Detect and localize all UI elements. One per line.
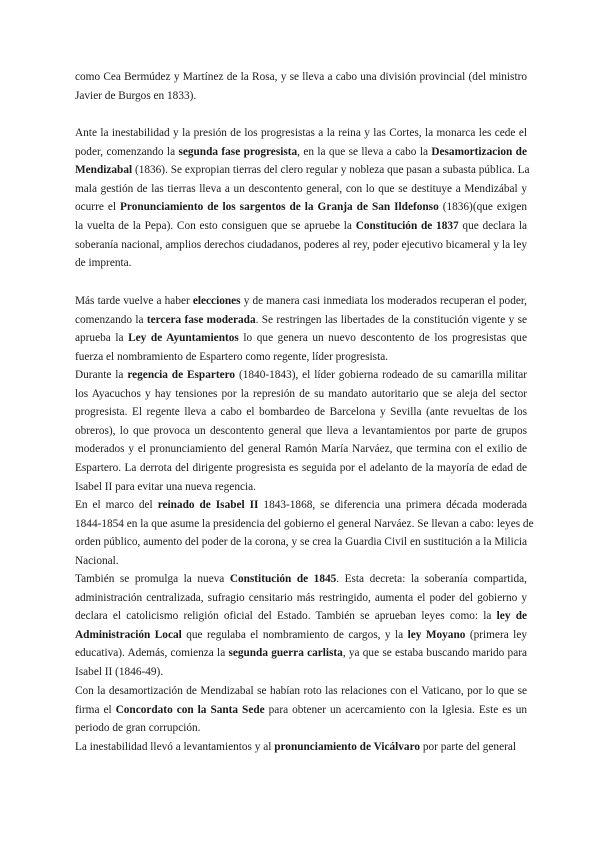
text-run: , ya que se estaba buscando marido para [342, 647, 527, 660]
text-line [75, 329, 527, 348]
text-run: (1840-1843), el líder gobierna rodeado de su camarilla militar [235, 369, 528, 381]
text-run: , en la que se lleva a cabo la [297, 145, 432, 158]
text-run: Durante la [75, 369, 128, 381]
text-line [75, 515, 534, 534]
text-line [75, 701, 527, 720]
text-line [75, 552, 527, 571]
text-run: ocurre el [75, 201, 120, 214]
text-run: . Se restringen las libertades de la constitución vigente y se [255, 313, 528, 326]
text-line [75, 570, 527, 589]
text-run: orden público, aumento del poder de la corona, y se crea la Guardia Civil en sustitución a la Milicia [75, 536, 527, 549]
text-line [75, 385, 527, 404]
bold-term: tercera fase moderada [146, 313, 256, 326]
text-run: Más tarde vuelve a haber [75, 295, 193, 307]
text-run: (1836). Se expropian tierras del clero regular y nobleza que pasan a subasta pública. La [132, 164, 530, 177]
text-line [75, 143, 527, 162]
text-run: Espartero. La derrota del dirigente progresista es seguida por el adelanto de la mayoría de edad de [75, 461, 527, 474]
text-line [75, 719, 527, 738]
text-line [75, 87, 527, 106]
bold-term: Pronunciamiento de los sargentos de la Granja de San Ildefonso [119, 201, 439, 214]
text-run: soberanía nacional, amplios derechos ciudadanos, poderes al rey, poder ejecutivo bicameral y la ley [75, 238, 527, 251]
text-line [75, 738, 527, 757]
text-line [75, 198, 527, 217]
paragraph-intro-continuation [75, 68, 527, 105]
bold-term: segunda guerra carlista [228, 647, 343, 660]
text-line [75, 217, 527, 236]
bold-term: Concordato con la Santa Sede [115, 703, 265, 716]
text-run: (1836)(que exigen [438, 201, 527, 214]
text-line [75, 589, 527, 608]
bold-term: ley Moyano [407, 628, 466, 641]
text-line [75, 440, 527, 459]
bold-term: elecciones [192, 295, 241, 307]
text-run: mala gestión de las tierras lleva a un descontento general, con lo que se destituye a Mendizábal y [75, 182, 527, 195]
text-run: 1844-1854 en la que asume la presidencia del gobierno el general Narváez. Se llevan a cabo: leyes de [75, 517, 534, 530]
text-run: Nacional. [75, 554, 119, 567]
bold-term: Constitución de 1845 [229, 573, 337, 585]
bold-term: Constitución de 1837 [355, 219, 459, 232]
text-line [75, 644, 527, 663]
text-run: por parte del general [420, 741, 517, 753]
text-line [75, 478, 527, 497]
text-run: declara el catolicismo religión oficial del Estado. También se aprueban leyes como: la [75, 610, 497, 623]
text-line [75, 682, 527, 701]
text-line [75, 496, 527, 515]
paragraph-reinado-isabel-ii [75, 496, 534, 570]
bold-term: pronunciamiento de Vicálvaro [274, 741, 421, 753]
text-line [75, 366, 527, 385]
text-line [75, 68, 527, 87]
text-run: periodo de gran corrupción. [75, 722, 201, 735]
text-run: Ante la inestabilidad y la presión de los progresistas a la reina y las Cortes, la monarca les cede el [75, 127, 527, 139]
bold-term: regencia de Espartero [127, 369, 236, 381]
text-run: (primera ley [465, 628, 527, 641]
text-line [75, 403, 527, 422]
paragraph-tercera-fase-moderada [75, 292, 527, 366]
text-line [75, 459, 527, 478]
text-line [75, 124, 527, 143]
text-run: poder, comenzando la [75, 145, 179, 158]
bold-term: segunda fase progresista [178, 145, 298, 158]
text-line [75, 236, 527, 255]
bold-term: ley de [496, 610, 527, 623]
text-run: y de manera casi inmediata los moderados recuperan el poder, [240, 295, 527, 307]
paragraph-segunda-fase-progresista [75, 124, 530, 273]
text-run: la vuelta de la Pepa). Con esto consiguen que se apruebe la [75, 219, 356, 232]
text-run: aprueba la [75, 332, 129, 345]
text-run: de imprenta. [75, 257, 132, 270]
text-run: administración centralizada, sufragio censitario más restringido, aumenta el poder del gobierno y [75, 591, 527, 604]
bold-term: Ley de Ayuntamientos [128, 332, 239, 345]
paragraph-concordato [75, 682, 527, 738]
bold-term: reinado de Isabel II [157, 499, 259, 511]
text-run: lo que genera un nuevo descontento de los progresistas que [238, 332, 527, 345]
text-line [75, 422, 527, 441]
text-run: progresista. El regente lleva a cabo el bombardeo de Barcelona y Sevilla (ante revueltas de los [75, 406, 527, 419]
text-run: comenzando la [75, 313, 147, 326]
text-run: los Ayacuchos y hay tensiones por la represión de su mandato autoritario que se aleja del sector [75, 387, 527, 400]
text-line [75, 626, 527, 645]
paragraph-vicalvaro [75, 738, 527, 757]
text-run: En el marco del [75, 499, 158, 511]
text-run: para obtener un acercamiento con la Iglesia. Este es un [264, 703, 527, 716]
paragraph-regencia-espartero [75, 366, 527, 496]
bold-term: Desamortizacion de [431, 145, 527, 158]
text-line [75, 292, 527, 311]
text-run: que regulaba el nombramiento de cargos, y la [181, 628, 408, 641]
text-run: Javier de Burgos en 1833). [75, 89, 197, 102]
text-run: Isabel II (1846-49). [75, 665, 164, 678]
text-run: obreros), lo que provoca un descontento general que lleva a levantamientos por parte de grupos [75, 424, 527, 437]
text-run: . Esta decreta: la soberanía compartida, [336, 573, 527, 585]
text-line [75, 663, 527, 682]
text-line [75, 161, 530, 180]
text-run: También se promulga la nueva [75, 573, 230, 585]
text-line [75, 311, 527, 330]
bold-term: Mendizabal [75, 164, 133, 177]
text-run: 1843-1868, se diferencia una primera década moderada [258, 499, 528, 511]
text-run: La inestabilidad llevó a levantamientos y al [75, 741, 275, 753]
text-run: como Cea Bermúdez y Martínez de la Rosa, y se lleva a cabo una división provincial (del ministro [75, 71, 527, 83]
text-line [75, 254, 527, 273]
text-line [75, 533, 527, 552]
bold-term: Administración Local [75, 628, 182, 641]
text-line [75, 180, 527, 199]
paragraph-constitucion-1845 [75, 570, 527, 682]
text-run: Isabel II para evitar una nueva regencia. [75, 480, 256, 493]
text-run: que declara la [458, 219, 528, 232]
text-run: firma el [75, 703, 116, 716]
text-line [75, 348, 527, 367]
text-run: fuerza el nombramiento de Espartero como regente, líder progresista. [75, 350, 389, 363]
text-run: educativa). Además, comienza la [75, 647, 229, 660]
text-line [75, 607, 527, 626]
text-run: moderados y el pronunciamiento del general Ramón María Narváez, que termina con el exilio de [75, 443, 527, 456]
text-run: Con la desamortización de Mendizabal se habían roto las relaciones con el Vaticano, por lo que se [75, 685, 527, 697]
